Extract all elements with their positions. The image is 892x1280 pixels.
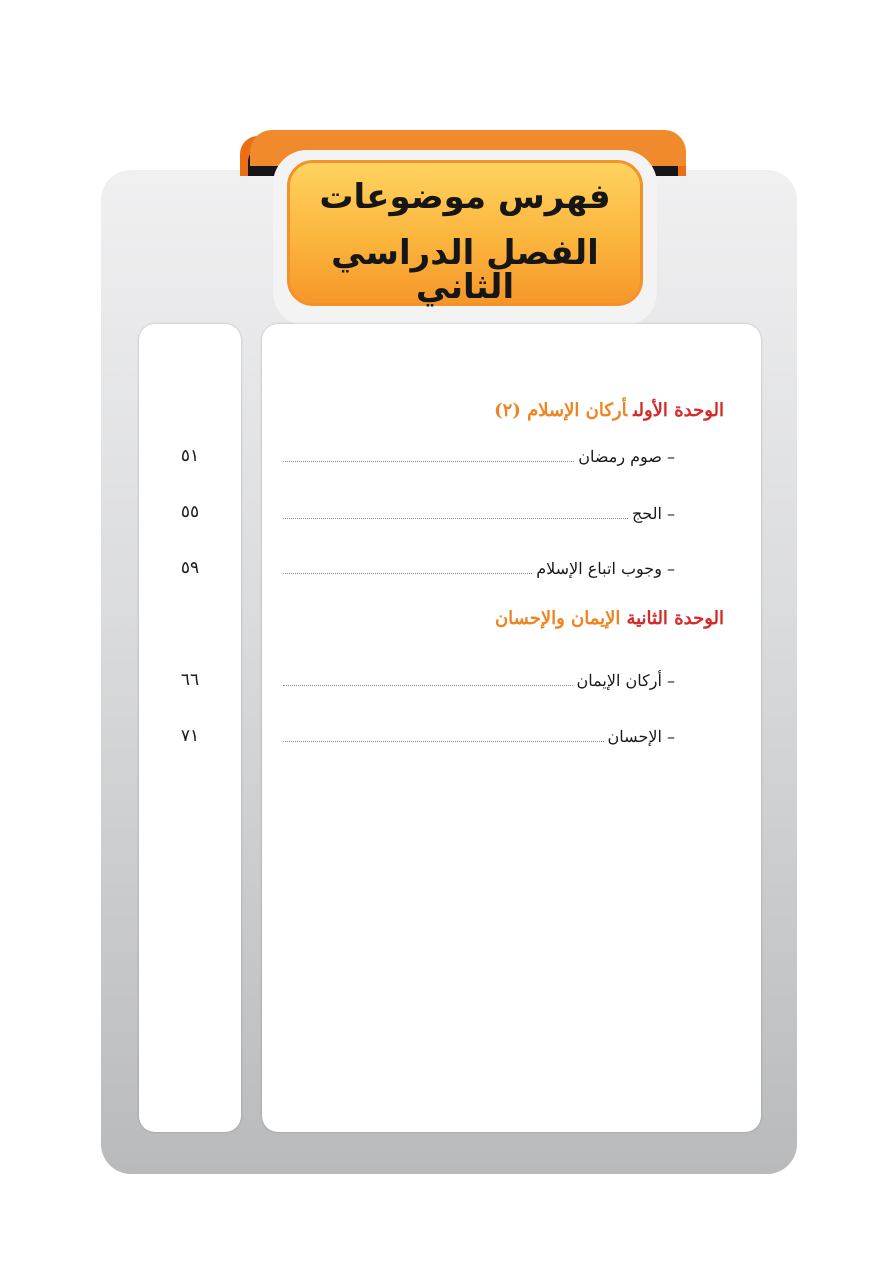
toc-page-number: ٥٩: [180, 558, 200, 578]
toc-entry-title: – صوم رمضان: [578, 447, 675, 466]
toc-entry-title: – وجوب اتباع الإسلام: [536, 559, 675, 578]
dot-leader: [283, 685, 573, 686]
dot-leader: [283, 741, 604, 742]
unit-label: الوحدة الأولى: [633, 400, 724, 421]
dot-leader: [283, 518, 628, 519]
unit-heading: [495, 608, 724, 629]
dot-leader: [283, 461, 574, 462]
unit-heading: [494, 400, 724, 421]
page-subtitle: الفصل الدراسي الثاني: [331, 233, 599, 307]
toc-entry-title: – الحج: [631, 504, 675, 523]
toc-entry[interactable]: [283, 553, 675, 577]
toc-entry[interactable]: [283, 665, 675, 689]
unit-title: الإيمان والإحسان: [494, 608, 621, 629]
toc-page-number: ٥١: [180, 446, 200, 466]
dot-leader: [283, 573, 532, 574]
toc-entry[interactable]: [283, 721, 675, 745]
toc-page-number: ٥٥: [180, 502, 200, 522]
toc-page-number: ٦٦: [180, 670, 200, 690]
toc-entry[interactable]: [283, 441, 675, 465]
toc-entry[interactable]: [283, 498, 675, 522]
unit-label: الوحدة الثانية: [626, 608, 724, 629]
unit-title: أركان الإسلام (٢): [494, 400, 628, 421]
toc-entry-title: – أركان الإيمان: [576, 671, 675, 690]
toc-page-number: ٧١: [180, 726, 200, 746]
page-title: فهرس موضوعات: [319, 177, 611, 217]
toc-entry-title: – الإحسان: [607, 727, 675, 746]
